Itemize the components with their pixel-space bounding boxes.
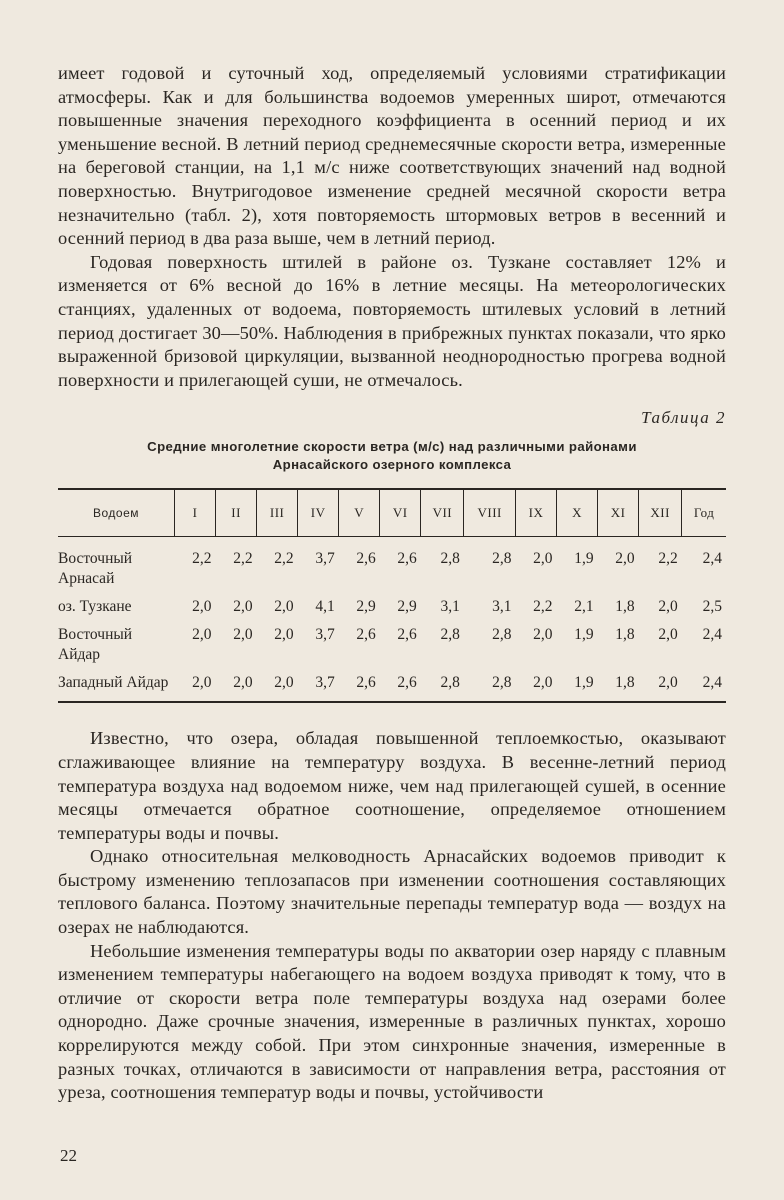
table-cell: 2,8 bbox=[492, 626, 512, 644]
row-reservoir-name: Восточный Арнасай bbox=[58, 550, 133, 588]
table-cell: 1,9 bbox=[574, 674, 594, 692]
table-cell: 2,0 bbox=[658, 598, 678, 616]
table-cell: 2,1 bbox=[574, 598, 594, 616]
column-header-month-2: II bbox=[216, 489, 257, 537]
table-cell: 2,0 bbox=[233, 626, 253, 644]
table-row bbox=[58, 593, 726, 621]
table-cell: 2,4 bbox=[702, 550, 722, 568]
table-cell: 2,0 bbox=[233, 598, 253, 616]
table-cell: 3,7 bbox=[315, 674, 335, 692]
table-cell: 2,4 bbox=[702, 626, 722, 644]
table-cell: 2,4 bbox=[702, 674, 722, 692]
row-reservoir-name: оз. Тузкане bbox=[58, 598, 132, 616]
paragraph-1: имеет годовой и суточный ход, определяемый условиями стратификации атмосферы. Как и для большинства водоемов умеренных широт, отмечаются повышенные значения переходного коэффициента в осенний период и их уменьшение весной. В летний период среднемесячные скорости ветра, измеренные на береговой станции, на 1,1 м/с ниже соответствующих значений над водной поверхностью. Внутригодовое изменение средней месячной скорости ветра незначительно (табл. 2), хотя повторяемость штормовых ветров в весенний и осенний период в два раза выше, чем в летний период. bbox=[58, 63, 726, 249]
wind-speed-table bbox=[58, 488, 726, 703]
paragraph-5: Небольшие изменения температуры воды по акватории озер наряду с плавным изменением температуры набегающего на водоем воздуха приводят к тому, что в отличие от скорости ветра поле температуры воздуха над озерами более однородно. Даже срочные значения, измеренные в различных пунктах, хорошо коррелируются между собой. При этом синхронные значения, измеренные в разных точках, отличаются в зависимости от направления ветра, расстояния от уреза, соотношения температур воды и почвы, устойчивости bbox=[58, 940, 726, 1103]
table-cell: 2,0 bbox=[274, 598, 294, 616]
paragraph-3: Известно, что озера, обладая повышенной теплоемкостью, оказывают сглаживающее влияние на температуру воздуха. В весенне-летний период температура воздуха над водоемом ниже, чем над прилегающей сушей, в осенние месяцы отмечается обратное соотношение, определяемое отношением температуры воды и почвы. bbox=[58, 728, 726, 843]
column-header-month-1: I bbox=[175, 489, 216, 537]
table-cell: 2,0 bbox=[192, 626, 212, 644]
table-cell: 2,8 bbox=[492, 674, 512, 692]
column-header-month-12: XII bbox=[639, 489, 682, 537]
paragraph-4: Однако относительная мелководность Арнасайских водоемов приводит к быстрому изменению теплозапасов при изменении соотношения составляющих теплового баланса. Поэтому значительные перепады температур вода — воздух на озерах не наблюдаются. bbox=[58, 846, 726, 938]
table-cell: 2,0 bbox=[533, 550, 553, 568]
table-row bbox=[58, 669, 726, 702]
column-header-year: Год bbox=[682, 489, 726, 537]
column-header-month-5: V bbox=[339, 489, 380, 537]
table-title-line-2: Арнасайского озерного комплекса bbox=[272, 457, 512, 473]
table-cell: 2,0 bbox=[274, 626, 294, 644]
column-header-month-11: XI bbox=[598, 489, 639, 537]
table-cell: 2,6 bbox=[356, 626, 376, 644]
table-title-line-1: Средние многолетние скорости ветра (м/с) над различными районами bbox=[147, 439, 637, 455]
column-header-month-7: VII bbox=[421, 489, 464, 537]
table-cell: 2,0 bbox=[192, 674, 212, 692]
table-row bbox=[58, 621, 726, 669]
table-cell: 3,1 bbox=[440, 598, 460, 616]
table-cell: 2,8 bbox=[440, 626, 460, 644]
table-cell: 3,1 bbox=[492, 598, 512, 616]
table-cell: 3,7 bbox=[315, 626, 335, 644]
column-header-month-9: IX bbox=[516, 489, 557, 537]
table-cell: 2,2 bbox=[658, 550, 678, 568]
column-header-month-6: VI bbox=[380, 489, 421, 537]
table-cell: 2,6 bbox=[356, 550, 376, 568]
table-cell: 2,9 bbox=[397, 598, 417, 616]
table-cell: 2,0 bbox=[274, 674, 294, 692]
table-cell: 2,6 bbox=[397, 626, 417, 644]
column-header-month-10: X bbox=[557, 489, 598, 537]
table-cell: 2,8 bbox=[440, 674, 460, 692]
table-cell: 2,0 bbox=[533, 674, 553, 692]
table-cell: 2,6 bbox=[397, 674, 417, 692]
page-number: 22 bbox=[60, 1146, 77, 1165]
table-cell: 2,2 bbox=[233, 550, 253, 568]
table-body bbox=[58, 537, 726, 703]
table-cell: 1,8 bbox=[615, 598, 635, 616]
table-cell: 1,9 bbox=[574, 626, 594, 644]
table-cell: 2,6 bbox=[356, 674, 376, 692]
table-cell: 1,8 bbox=[615, 626, 635, 644]
table-cell: 2,0 bbox=[533, 626, 553, 644]
table-title bbox=[58, 438, 726, 474]
table-cell: 2,2 bbox=[192, 550, 212, 568]
column-header-month-4: IV bbox=[298, 489, 339, 537]
text-block-top bbox=[58, 62, 726, 392]
table-cell: 2,8 bbox=[440, 550, 460, 568]
table-row bbox=[58, 537, 726, 594]
text-block-bottom bbox=[58, 727, 726, 1105]
table-cell: 1,8 bbox=[615, 674, 635, 692]
row-reservoir-name: Восточный Айдар bbox=[58, 626, 133, 664]
table-cell: 2,0 bbox=[658, 626, 678, 644]
table-cell: 2,6 bbox=[397, 550, 417, 568]
table-caption: Таблица 2 bbox=[641, 408, 726, 428]
table-cell: 3,7 bbox=[315, 550, 335, 568]
table-cell: 2,2 bbox=[533, 598, 553, 616]
paragraph-2: Годовая поверхность штилей в районе оз. Тузкане составляет 12% и изменяется от 6% весной до 16% в летние месяцы. На метеорологических станциях, удаленных от водоема, повторяемость штилевых условий в летний период достигает 30—50%. Наблюдения в прибрежных пунктах показали, что ярко выраженной бризовой циркуляции, вызванной неоднородностью прогрева водной поверхности и прилегающей суши, не отмечалось. bbox=[58, 251, 726, 390]
column-header-month-8: VIII bbox=[464, 489, 516, 537]
row-reservoir-name: Западный Айдар bbox=[58, 674, 169, 692]
table-cell: 2,0 bbox=[192, 598, 212, 616]
table-cell: 2,9 bbox=[356, 598, 376, 616]
table-cell: 2,5 bbox=[702, 598, 722, 616]
table-cell: 2,0 bbox=[658, 674, 678, 692]
table-cell: 2,8 bbox=[492, 550, 512, 568]
column-header-month-3: III bbox=[257, 489, 298, 537]
column-header-reservoir: Водоем bbox=[92, 506, 139, 521]
table-cell: 2,0 bbox=[615, 550, 635, 568]
table-cell: 4,1 bbox=[315, 598, 335, 616]
table-cell: 2,0 bbox=[233, 674, 253, 692]
table-cell: 1,9 bbox=[574, 550, 594, 568]
table-header-row bbox=[58, 489, 726, 537]
table-cell: 2,2 bbox=[274, 550, 294, 568]
